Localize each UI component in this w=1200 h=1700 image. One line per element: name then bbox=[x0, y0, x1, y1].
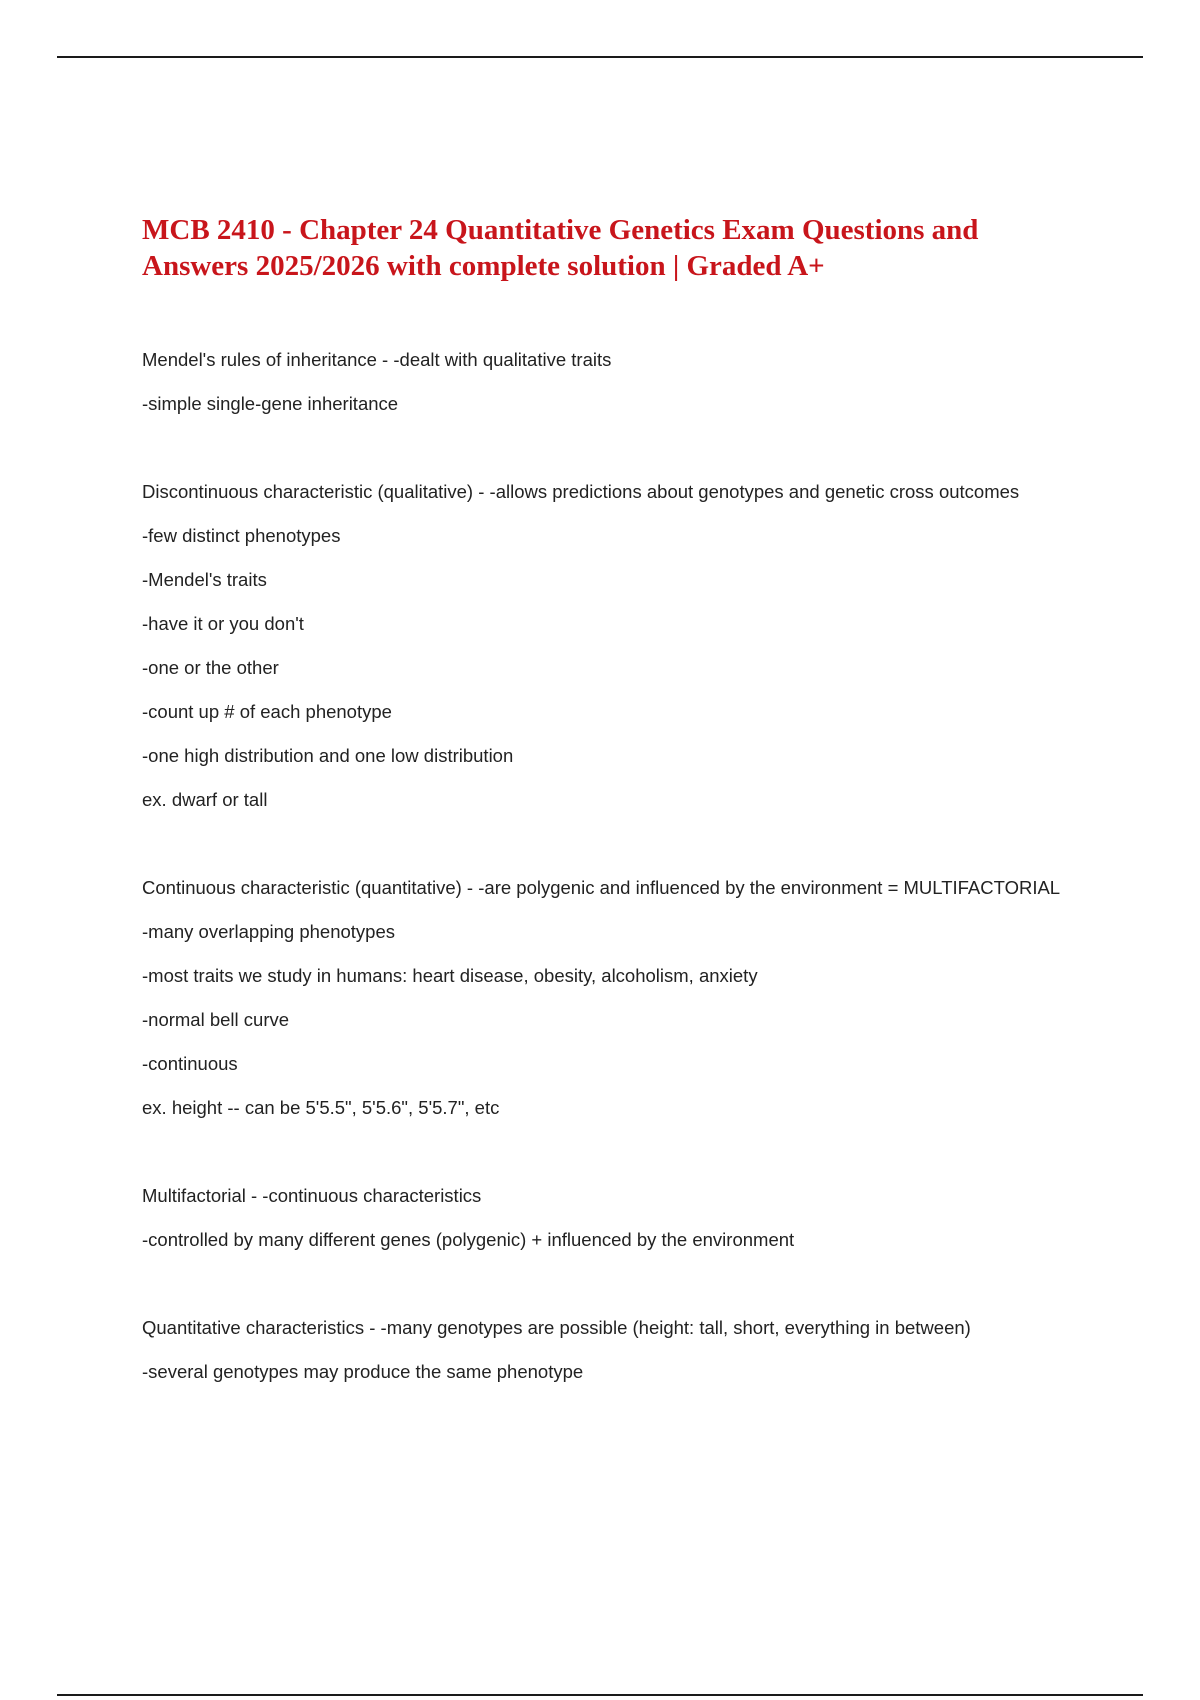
qa-entry-mendels-rules bbox=[142, 346, 1072, 418]
qa-detail-line: -one or the other bbox=[142, 657, 279, 678]
qa-detail-line: -normal bell curve bbox=[142, 1009, 290, 1030]
qa-detail-line: -simple single-gene inheritance bbox=[142, 393, 399, 414]
qa-detail-line: -count up # of each phenotype bbox=[142, 701, 392, 722]
qa-list bbox=[142, 346, 1072, 1386]
qa-detail-line: -one high distribution and one low distribution bbox=[142, 745, 514, 766]
qa-detail-line: -few distinct phenotypes bbox=[142, 525, 341, 546]
qa-term-line: Multifactorial - -continuous characteristics bbox=[142, 1185, 482, 1206]
qa-detail-line: -controlled by many different genes (polygenic) + influenced by the environment bbox=[142, 1229, 795, 1250]
qa-detail-line: -continuous bbox=[142, 1053, 238, 1074]
qa-term: Discontinuous characteristic (qualitative) bbox=[142, 481, 474, 502]
qa-term: Continuous characteristic (quantitative) bbox=[142, 877, 462, 898]
qa-term-line: Quantitative characteristics - -many genotypes are possible (height: tall, short, everything in between) bbox=[142, 1317, 971, 1338]
top-rule bbox=[57, 56, 1143, 58]
qa-definition: -many genotypes are possible (height: tall, short, everything in between) bbox=[380, 1317, 971, 1338]
qa-term-line: Continuous characteristic (quantitative) - -are polygenic and influenced by the environment = MULTIFACTORIAL bbox=[142, 877, 1061, 898]
qa-definition: -continuous characteristics bbox=[262, 1185, 482, 1206]
qa-definition: -allows predictions about genotypes and genetic cross outcomes bbox=[489, 481, 1020, 502]
document-body bbox=[142, 212, 1072, 1446]
qa-term: Multifactorial bbox=[142, 1185, 246, 1206]
qa-entry-discontinuous bbox=[142, 478, 1072, 814]
qa-term: Quantitative characteristics bbox=[142, 1317, 365, 1338]
qa-term-line: Mendel's rules of inheritance - -dealt with qualitative traits bbox=[142, 349, 612, 370]
document-title: MCB 2410 - Chapter 24 Quantitative Genetics Exam Questions and Answers 2025/2026 with complete solution | Graded A+ bbox=[142, 214, 979, 282]
qa-detail-line: ex. dwarf or tall bbox=[142, 789, 268, 810]
qa-detail-line: -several genotypes may produce the same phenotype bbox=[142, 1361, 584, 1382]
qa-detail-line: -many overlapping phenotypes bbox=[142, 921, 395, 942]
qa-term-line: Discontinuous characteristic (qualitative) - -allows predictions about genotypes and genetic cross outcomes bbox=[142, 481, 1020, 502]
qa-detail-line: ex. height -- can be 5'5.5", 5'5.6", 5'5.7", etc bbox=[142, 1097, 500, 1118]
qa-definition: -are polygenic and influenced by the environment = MULTIFACTORIAL bbox=[478, 877, 1061, 898]
qa-detail-line: -most traits we study in humans: heart disease, obesity, alcoholism, anxiety bbox=[142, 965, 758, 986]
bottom-rule bbox=[57, 1694, 1143, 1696]
qa-detail-line: -Mendel's traits bbox=[142, 569, 267, 590]
qa-definition: -dealt with qualitative traits bbox=[393, 349, 612, 370]
qa-entry-multifactorial bbox=[142, 1182, 1072, 1254]
qa-term: Mendel's rules of inheritance bbox=[142, 349, 377, 370]
qa-entry-continuous bbox=[142, 874, 1072, 1122]
qa-detail-line: -have it or you don't bbox=[142, 613, 304, 634]
qa-entry-quantitative bbox=[142, 1314, 1072, 1386]
